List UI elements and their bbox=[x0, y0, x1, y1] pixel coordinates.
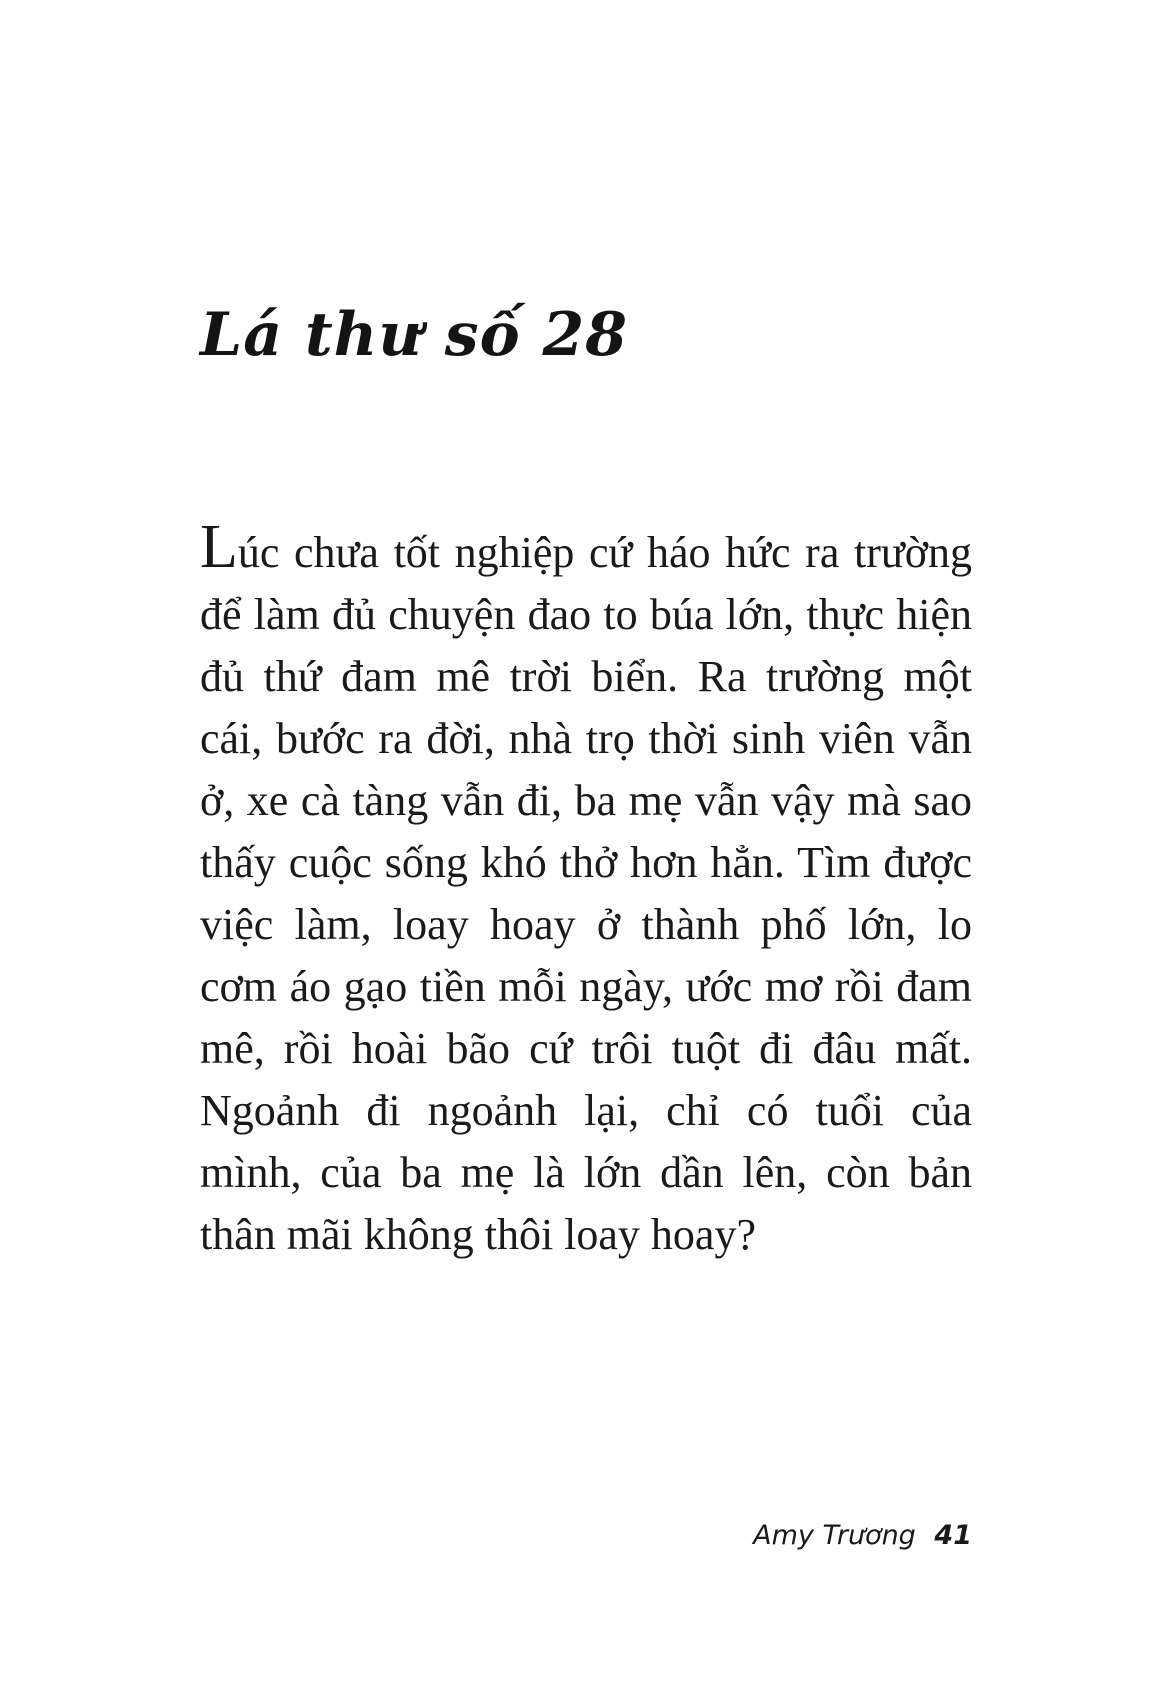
chapter-title: Lá thư số 28 bbox=[200, 300, 628, 370]
body-text: úc chưa tốt nghiệp cứ háo hức ra trường để làm đủ chuyện đao to búa lớn, thực hiện đủ thứ đam mê trời biển. Ra trường một cái, bước ra đời, nhà trọ thời sinh viên vẫn ở, xe cà tàng vẫn đi, ba mẹ vẫn vậy mà sao thấy cuộc sống khó thở hơn hẳn. Tìm được việc làm, loay hoay ở thành phố lớn, lo cơm áo gạo tiền mỗi ngày, ước mơ rồi đam mê, rồi hoài bão cứ trôi tuột đi đâu mất. Ngoảnh đi ngoảnh lại, chỉ có tuổi của mình, của ba mẹ là lớn dần lên, còn bản thân mãi không thôi loay hoay? bbox=[200, 528, 972, 1259]
body-paragraph bbox=[200, 513, 972, 1266]
drop-cap: L bbox=[200, 513, 238, 581]
page-footer bbox=[753, 1520, 972, 1551]
footer-author: Amy Trương bbox=[753, 1520, 916, 1551]
page-number: 41 bbox=[934, 1520, 972, 1551]
